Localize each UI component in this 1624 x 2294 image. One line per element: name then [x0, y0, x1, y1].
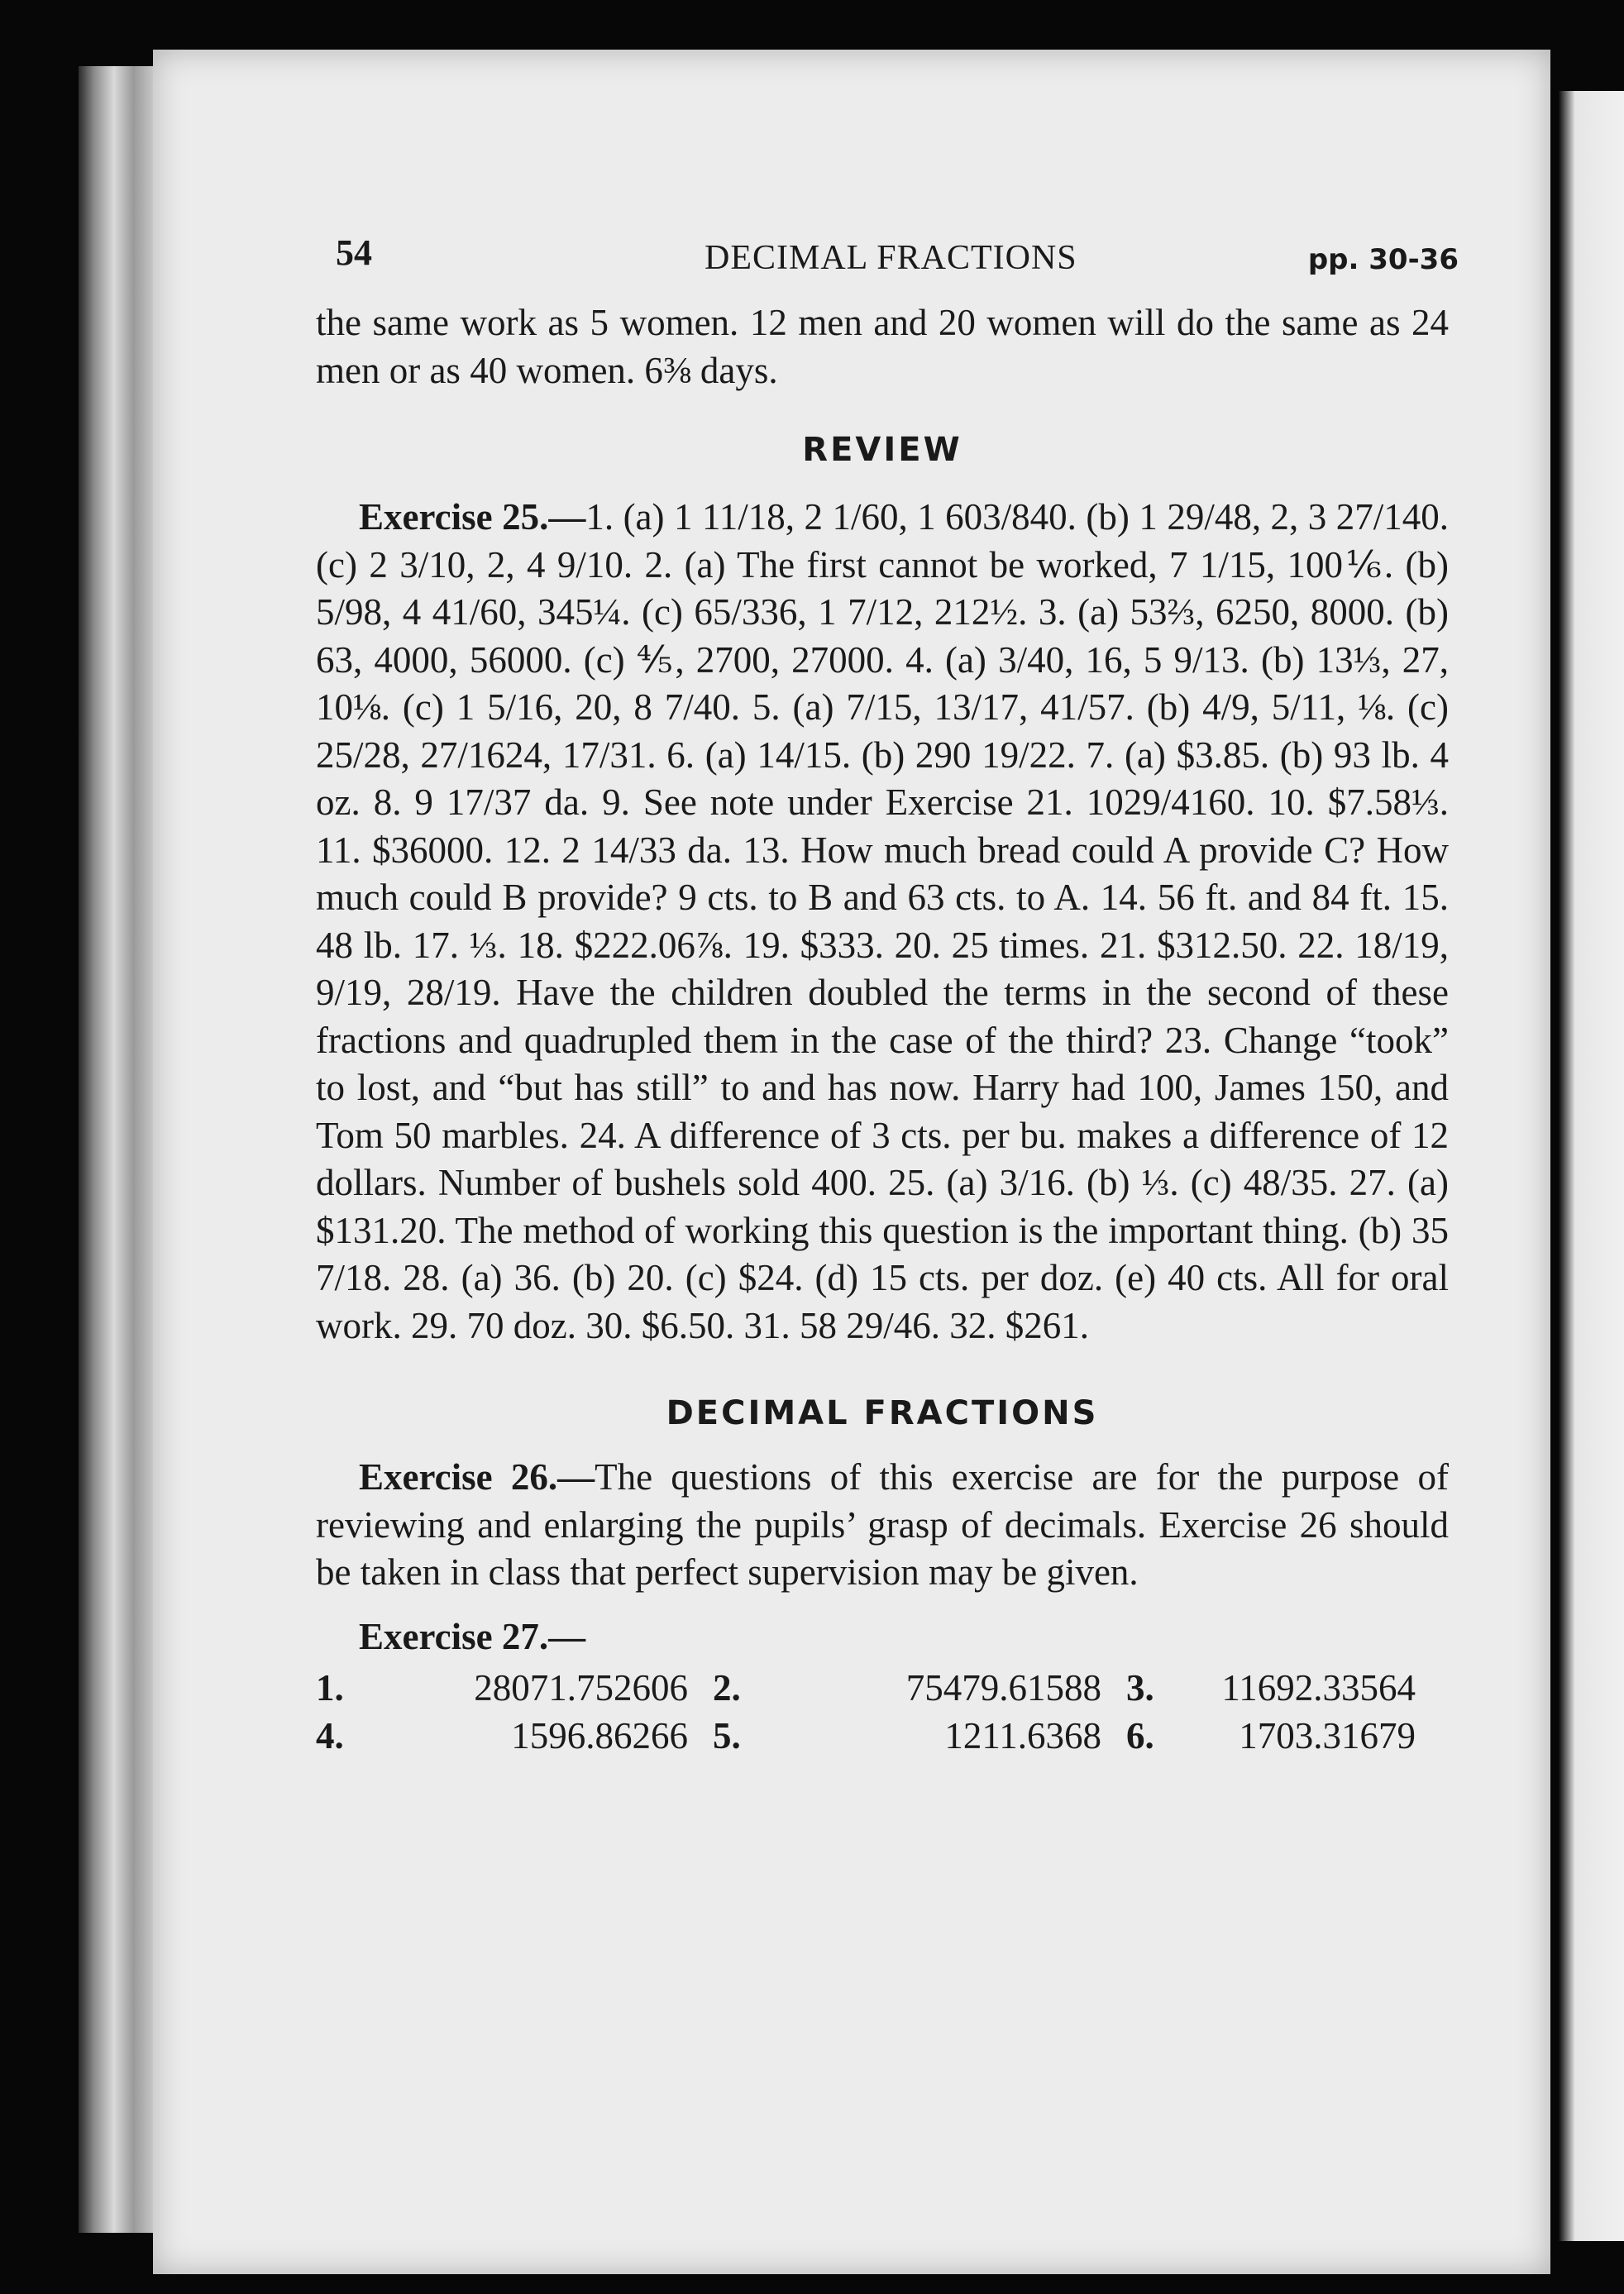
exercise-26-paragraph	[316, 1454, 1449, 1597]
answer-number: 3.	[1126, 1667, 1154, 1709]
page-content	[316, 223, 1459, 1760]
page-header	[316, 223, 1459, 289]
book-binding	[79, 66, 157, 2233]
exercise-25-paragraph	[316, 494, 1449, 1350]
answer-value: 1703.31679	[1239, 1715, 1416, 1756]
exercise-27-answers	[316, 1664, 1449, 1760]
page-range: pp. 30-36	[1307, 243, 1459, 276]
exercise-25-body: 1. (a) 1 11/18, 2 1/60, 1 603/840. (b) 1 29/48, 2, 3 27/140. (c) 2 3/10, 2, 4 9/10. 2. (a) The first cannot be worked, 7 1/15, 100⅙. (b) 5/98, 4 41/60, 345¼. (c) 65/336, 1 7/12, 212½. 3. (a) 53⅔, 6250, 8000. (b) 63, 4000, 56000. (c) ⅘, 2700, 27000. 4. (a) 3/40, 16, 5 9/13. (b) 13⅓, 27, 10⅛. (c) 1 5/16, 20, 8 7/40. 5. (a) 7/15, 13/17, 41/57. (b) 4/9, 5/11, ⅛. (c) 25/28, 27/1624, 17/31. 6. (a) 14/15. (b) 290 19/22. 7. (a) $3.85. (b) 93 lb. 4 oz. 8. 9 17/37 da. 9. See note under Exercise 21. 1029/4160. 10. $7.58⅓. 11. $36000. 12. 2 14/33 da. 13. How much bread could A provide C? How much could B provide? 9 cts. to B and 63 cts. to A. 14. 56 ft. and 84 ft. 15. 48 lb. 17. ⅓. 18. $222.06⅞. 19. $333. 20. 25 times. 21. $312.50. 22. 18/19, 9/19, 28/19. Have the children doubled the terms in the second of these fractions and quadrupled them in the case of the third? 23. Change “took” to lost, and “but has still” to and has now. Harry had 100, James 150, and Tom 50 marbles. 24. A difference of 3 cts. per bu. makes a difference of 12 dollars. Number of bushels sold 400. 25. (a) 3/16. (b) ⅓. (c) 48/35. 27. (a) $131.20. The method of working this question is the important thing. (b) 35 7/18. 28. (a) 36. (b) 20. (c) $24. (d) 15 cts. per doz. (e) 40 cts. All for oral work. 29. 70 doz. 30. $6.50. 31. 58 29/46. 32. $261.	[316, 496, 1450, 1346]
answer-number: 6.	[1126, 1715, 1154, 1756]
answer-value: 1211.6368	[944, 1715, 1101, 1756]
page-number: 54	[336, 232, 372, 273]
answer-number: 4.	[316, 1715, 344, 1756]
exercise-26-body: The questions of this exercise are for the purpose of reviewing and enlarging the pupils’ grasp of decimals. Exercise 26 should be taken in class that perfect supervision may be given.	[316, 1456, 1449, 1593]
exercise-27-heading	[316, 1613, 1449, 1661]
answer-value: 28071.752606	[474, 1667, 688, 1709]
answer-value: 11692.33564	[1221, 1667, 1416, 1709]
exercise-26-label: Exercise 26.—	[359, 1456, 595, 1498]
decimal-fractions-title: DECIMAL FRACTIONS	[666, 1394, 1099, 1432]
exercise-25-label: Exercise 25.—	[359, 496, 586, 538]
next-page-edge	[1559, 91, 1624, 2241]
answer-value: 1596.86266	[511, 1715, 688, 1756]
running-title: DECIMAL FRACTIONS	[705, 239, 1077, 277]
intro-paragraph: the same work as 5 women. 12 men and 20 women will do the same as 24 men or as 40 women. 6⅜ days.	[316, 302, 1449, 391]
answer-number: 5.	[713, 1715, 741, 1756]
answer-value: 75479.61588	[905, 1667, 1101, 1709]
exercise-27-label: Exercise 27.—	[359, 1615, 586, 1657]
answer-number: 2.	[713, 1667, 741, 1709]
answer-number: 1.	[316, 1667, 344, 1709]
review-title: REVIEW	[802, 431, 962, 469]
